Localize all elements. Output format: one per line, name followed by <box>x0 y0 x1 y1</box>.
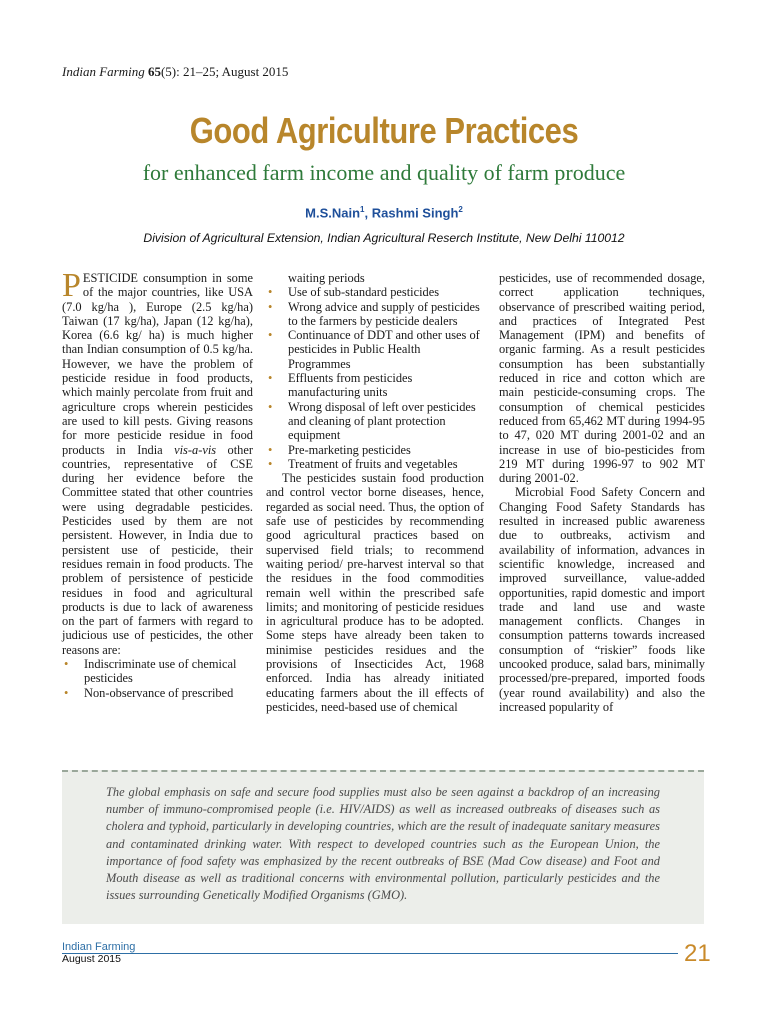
citation-details: (5): 21–25; August 2015 <box>160 64 289 79</box>
list-item <box>62 686 253 700</box>
author-list <box>0 205 768 220</box>
citation-volume: 65 <box>147 64 161 79</box>
body-paragraph: The pesticides sustain food production and control vector borne diseases, hence, regarded as social need. Thus, the option of safe use of pesticides by recommending good agricultural practices based on supervised field trials; to recommend waiting period/ pre-harvest interval so that the residues in the food commodities remain well within the prescribed safe limits; and monitoring of pesticide residues in agricultural produce has to be adopted. Some steps have already been taken to minimise pesticides residues and the provisions of Insecticides Act, 1968 enforced. India has already initiated educating farmers about the ill effects of pesticides, need-based use of chemical <box>266 471 484 714</box>
paragraph-text: other countries, representative of CSE during her evidence before the Committee stated that other countries were using degradable pesticides. Pesticides used by them are not persistent. However, in India due to persistent use of pesticide, their residues remain in food products. The problem of persistence of pesticide residues in food and agricultural products is due to lack of awareness on the part of farmers with regard to judicious use of pesticides, the other reasons are: <box>62 442 253 657</box>
bullet-icon: • <box>268 399 273 414</box>
author-affiliation-mark: 2 <box>458 205 463 214</box>
footer-divider <box>62 953 678 954</box>
list-item <box>62 657 253 686</box>
list-item-text: Wrong disposal of left over pesticides and cleaning of plant protection equipment <box>288 399 476 443</box>
callout-text: The global emphasis on safe and secure food supplies must also be seen against a backdrop of an increasing number of immuno-compromised people (i.e. HIV/AIDS) as well as increased outbreaks of diseases such as cholera and typhoid, particularly in developing countries, which are the result of inadequate sanitary measures and contaminated drinking water. With respect to developed countries such as the European Union, the importance of food safety was emphasized by the recent outbreaks of BSE (Mad Cow disease) and Foot and Mouth disease as well as traditional concerns with environmental pollution, particularly pesticides and the issues surrounding Genetically Modified Organisms (GMO). <box>106 785 660 903</box>
page-number: 21 <box>684 940 711 967</box>
bullet-icon: • <box>268 371 273 386</box>
callout-box <box>62 770 704 924</box>
author-affiliation-mark: 1 <box>360 205 365 214</box>
list-item <box>266 371 484 400</box>
article-title: Good Agriculture Practices <box>189 110 579 151</box>
list-item-text: Non-observance of prescribed <box>84 685 234 700</box>
list-item-text: Wrong advice and supply of pesticides to the farmers by pesticide dealers <box>288 299 480 328</box>
italic-phrase: vis-a-vis <box>174 442 217 457</box>
paragraph-text: consumption in some of the major countries, like USA (7.0 kg/ha ), Europe (2.5 kg/ha) Taiwan (17 kg/ha), Japan (12 kg/ha), Korea (6.6 kg/ ha) is much higher than Indian consumption of 0.5 kg/ha. However, we have the problem of pesticide residue in food products, which mainly percolate from fruit and agriculture crops wherein pesticides are used to kill pests. Giving reasons for more pesticide residue in food products in India <box>62 271 253 457</box>
article-subtitle: for enhanced farm income and quality of farm produce <box>142 160 626 185</box>
list-item <box>266 443 484 457</box>
list-item <box>266 285 484 299</box>
first-word: ESTICIDE <box>82 271 138 285</box>
author-name: Rashmi Singh <box>371 205 459 221</box>
list-item <box>266 328 484 371</box>
list-item <box>266 300 484 329</box>
footer-date: August 2015 <box>62 953 121 965</box>
text-column-1 <box>62 267 253 700</box>
body-paragraph <box>62 267 253 657</box>
list-item-text: Pre-marketing pesticides <box>288 442 411 457</box>
journal-citation <box>62 64 288 80</box>
text-column-2 <box>266 271 484 714</box>
list-item-continued <box>266 271 484 285</box>
bullet-list <box>266 271 484 471</box>
citation-journal: Indian Farming <box>62 64 145 79</box>
list-item-text: Treatment of fruits and vegetables <box>288 456 458 471</box>
list-item-text: Effluents from pesticides manufacturing units <box>288 371 413 400</box>
bullet-icon: • <box>268 456 273 471</box>
author-separator: , <box>364 205 372 221</box>
bullet-list <box>62 657 253 700</box>
list-item-text: Indiscriminate use of chemical pesticides <box>84 657 237 686</box>
bullet-icon: • <box>64 657 69 672</box>
list-item-text: waiting periods <box>288 271 365 285</box>
bullet-icon: • <box>268 285 273 300</box>
body-paragraph: Microbial Food Safety Concern and Changing Food Safety Standards has resulted in increased public awareness due to outbreaks, activism and availability of information, advances in scientific knowledge, increased and improved surveillance, value-added opportunities, rapid domestic and import trade and land use and waste management conflicts. Changes in consumption patterns towards increased consumption of “riskier” foods like uncooked produce, salad bars, minimally processed/pre-prepared, imported foods (year round availability) and also the increased popularity of <box>499 485 705 714</box>
bullet-icon: • <box>268 328 273 343</box>
author-affiliation: Division of Agricultural Extension, Indian Agricultural Reserch Institute, New Delhi 110012 <box>143 231 625 245</box>
body-paragraph: pesticides, use of recommended dosage, correct application techniques, observance of prescribed waiting period, and practices of Integrated Pest Management (IPM) and benefits of organic farming. As a result pesticides consumption has been substantially reduced in rice and cotton which are main pesticide-consuming crops. The consumption of chemical pesticides reduced from 65,462 MT during 1994-95 to 47, 020 MT during 2001-02 and an increase in use of bio-pesticides from 219 MT during 1996-97 to 902 MT during 2001-02. <box>499 271 705 486</box>
list-item-text: Continuance of DDT and other uses of pesticides in Public Health Programmes <box>288 328 480 371</box>
author-name: M.S.Nain <box>305 205 361 221</box>
list-item <box>266 400 484 443</box>
bullet-icon: • <box>268 442 273 457</box>
list-item-text: Use of sub-standard pesticides <box>288 285 440 300</box>
bullet-icon: • <box>268 299 273 314</box>
list-item <box>266 457 484 471</box>
drop-cap: P <box>62 267 81 304</box>
bullet-icon: • <box>64 685 69 700</box>
footer-journal-name: Indian Farming <box>62 941 136 953</box>
text-column-3 <box>499 271 705 714</box>
